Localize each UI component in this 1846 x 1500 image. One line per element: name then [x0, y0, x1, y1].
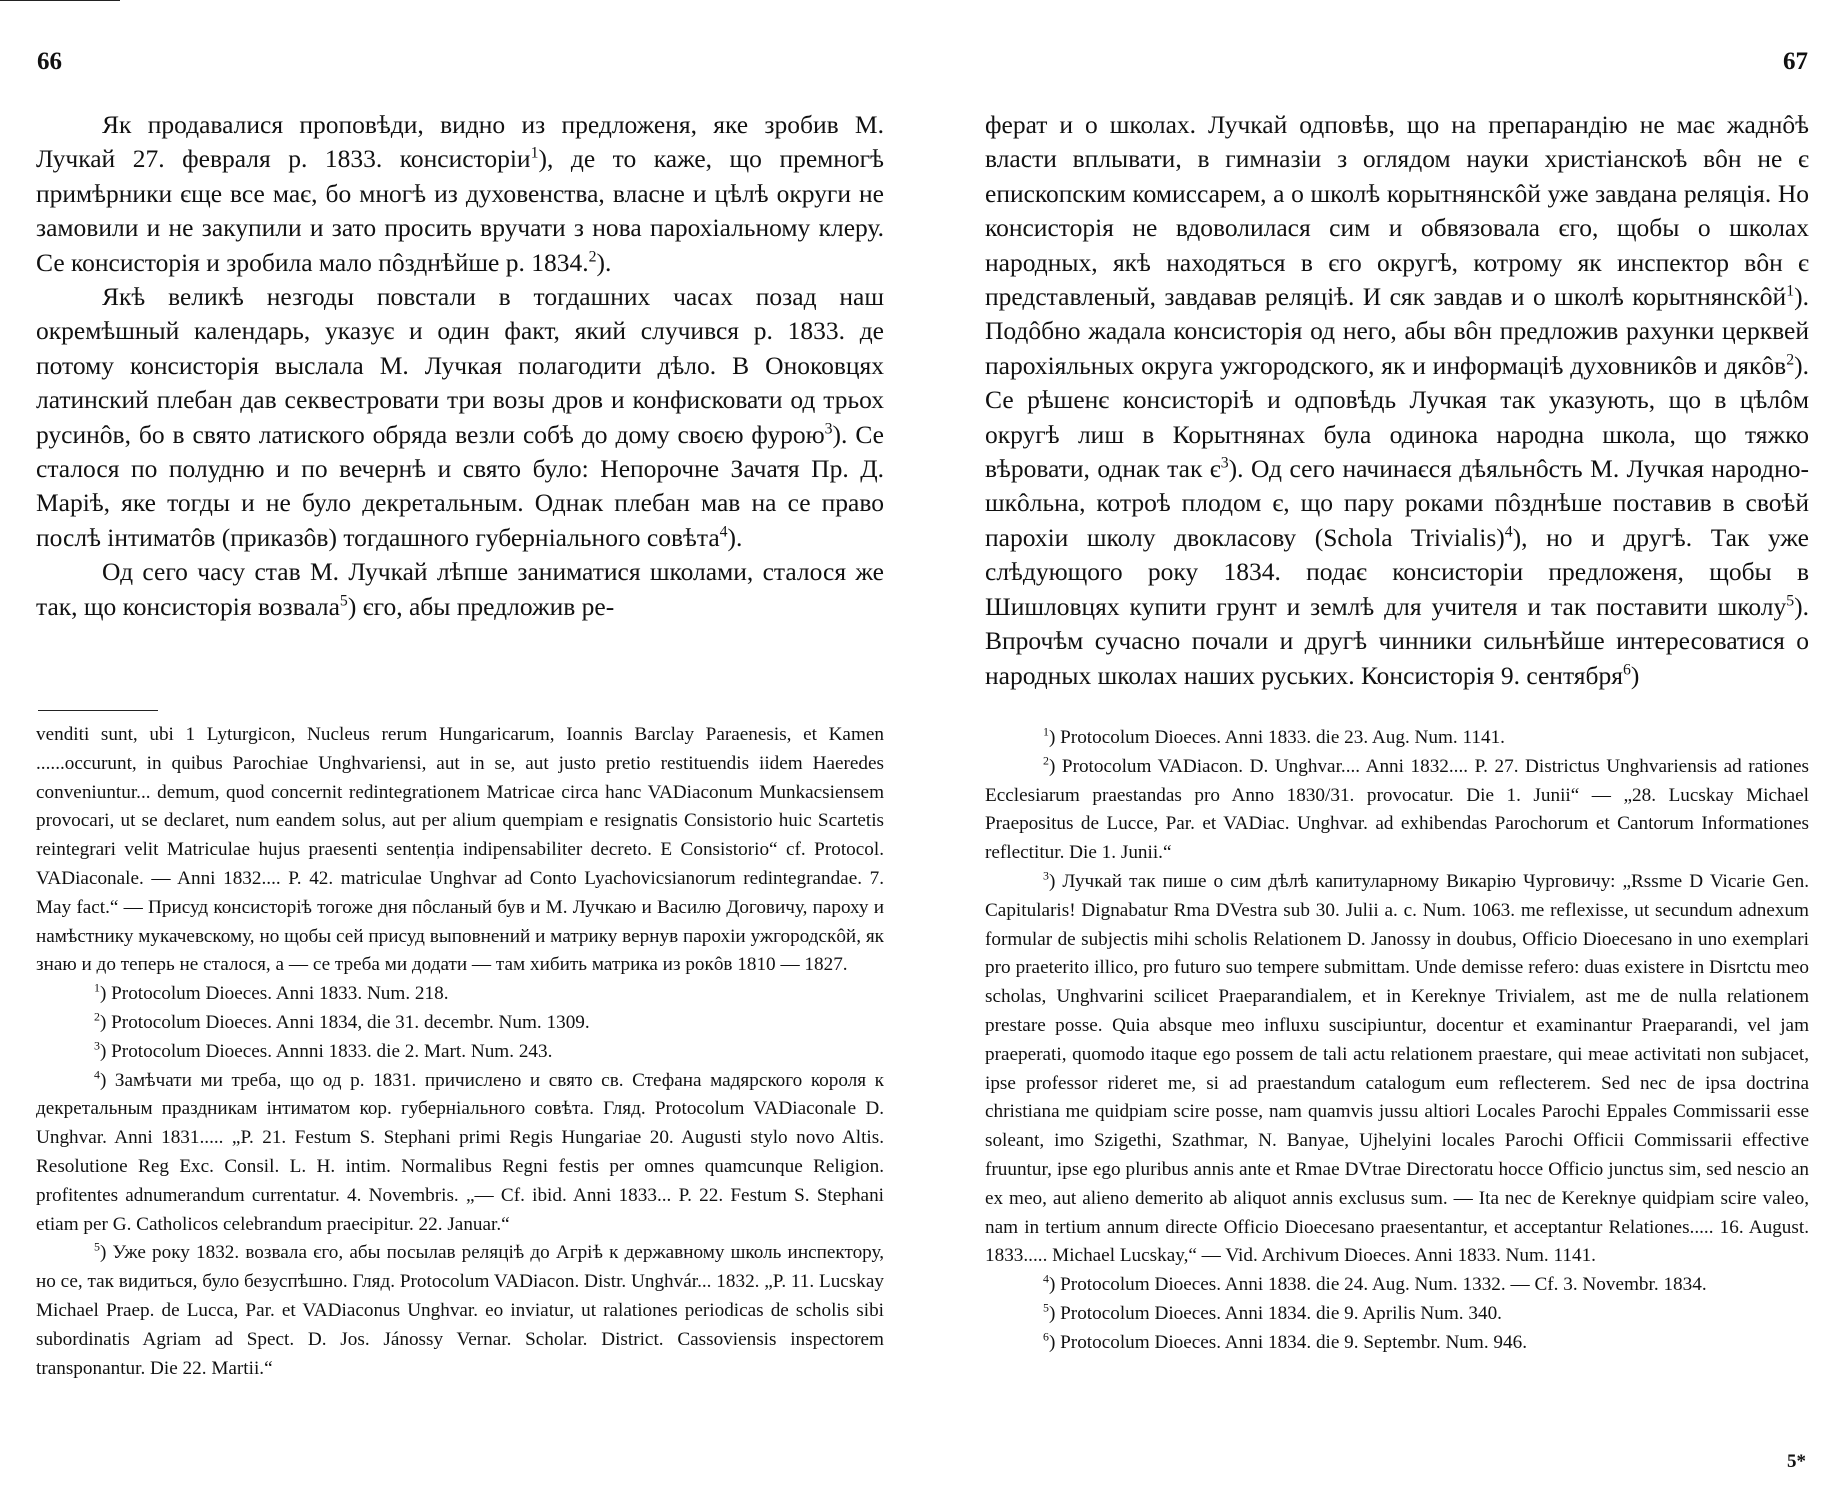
- paragraph: Од сего часу став М. Лучкай лѣпше заниматися школами, сталося же так, що консисторія возвала$^5$) єго, абы предложив ре-: [36, 557, 884, 621]
- footnote: $^3$) Лучкай так пише о сим дѣлѣ капитуларному Викарію Чурговичу: „Rssme D Vicarie Gen. Capitularis! Dignabatur Rma DVestra sub 30. Julii a. c. Num. 1063. me reflexisse, ut secundum adnexum formular de subjectis mihi scholis Relationem D. Janossy in doubus, Officio Dioecesano in uno exemplari pro praeterito illico, pro futuro suo tempere submittam. Unde demisse refero: duas existere in Disrtctu meo scholas, Unghvarini scilicet Praeparandialem, et in Kereknye Trivialem, ast me de nulla relationem prestare posse. Quia absque meo influxu suscipiuntur, docentur et examinantur Praeparandi, vel jam praeperati, quomodo itaque ego possem de tali actu relationem praestare, qui meae activitati non subjacet, ipse professor rideret me, si ad praestandum catalogum eum reflecterem. Sed nec de ipsa doctrina christiana me quidpiam scire posse, nam quamvis jussu altiori Locales Parochi Eppales Commissarii esse soleant, imo Szigethi, Szathmar, N. Banyae, Ujhelyini locales Parochi Officii Commissarii effective fruuntur, ipse ego pluribus annis ante et Rmae DVtrae Directoratu hocce Officio junctus sim, sed nescio an ex meo, aut alieno demerito ab aliquot annis exclusus sum. — Ita nec de Kereknye quidpiam scire valeo, nam in tertium annum directe Officio Dioecesano praesentantur, et acceptantur Relationes..... 16. August. 1833..... Michael Lucskay,“ — Vid. Archivum Dioeces. Anni 1833. Num. 1141.: [985, 868, 1809, 1267]
- footnote-separator: [38, 710, 158, 711]
- footnote: $^5$) Protocolum Dioeces. Anni 1834. die 9. Aprilis Num. 340.: [1043, 1300, 1502, 1324]
- body-text: [36, 108, 884, 624]
- footnote: $^5$) Уже року 1832. возвала єго, абы посылав реляцiѣ до Агріѣ к державному школь инспектору, но се, так видиться, було безуспѣшно. Гляд. Protocolum VADiacon. Distr. Unghvár... 1832. „P. 11. Lucskay Michael Praep. de Lucca, Par. et VADiaconus Unghvar. eo inviatur, ut ralationes periodicas de scholis sibi subordinatis Agriam ad Spect. D. Jos. Jánossy Vernar. Scholar. District. Cassoviensis inspectorem transponantur. Die 22. Martii.“: [36, 1239, 884, 1379]
- paragraph: ферат и о школах. Лучкай одповѣв, що на препарандію не має жаднôѣ власти вплывати, в гимназіи з оглядом науки христіанскоѣ вôн не є епископским комиссарем, а о школѣ корытнянскôй уже завдана реляція. Но консисторія не вдоволилася сим и обвязовала єго, щобы о школах народных, якѣ находяться в єго округѣ, котрому як инспектор вôн є представленый, завдавав реляціѣ. И сяк завдав и о школѣ корытнянскôй$^1$). Подôбно жадала консисторія од него, абы вôн предложив рахунки церквей парохіяльных округа ужгородского, як и информаціѣ духовникôв и дякôв$^2$). Се рѣшенє консисторіѣ и одповѣдь Лучкая так указують, що в цѣлôм округѣ лиш в Корытнянах була одинока народна школа, що тяжко вѣровати, однак так $є^3$). Од сего начинаєся дѣяльнôсть М. Лучкая народно-шкôльна, котроѣ плодом є, що пару роками пôзднѣше поставив в своѣй парохіи школу двокласову (Schola Trivialis)$^4$), но и другѣ. Так уже слѣдующого року 1834. подає консисторіи предложеня, щобы в Шишловцях купити грунт и землѣ для учителя и так поставити школу$^5$). Впрочѣм сучасно почали и другѣ чинники сильнѣйше интересоватися о народных школах наших руських. Консисторія 9. сентября$^6$): [985, 110, 1809, 690]
- right-page: [923, 0, 1846, 1500]
- footnote: $^4$) Замѣчати ми треба, що од р. 1831. причислено и свято св. Стефана мадярского короля к декретальным праздникам інтиматом кор. губерніального совѣта. Гляд. Protocolum VADiaconale D. Unghvar. Anni 1831..... „P. 21. Festum S. Stephani primi Regis Hungariae 20. Augusti stylo novo Altis. Resolutione Reg Exc. Consil. L. H. intim. Normalibus Regni festis per omnes quamcunque Religion. profitentes adnumerandum currentatur. 4. Novembris. „— Cf. ibid. Anni 1833... P. 22. Festum S. Stephani etiam per G. Catholicos celebrandum praecipitur. 22. Januar.“: [36, 1067, 884, 1235]
- page-number: 67: [1783, 48, 1808, 75]
- footnote-continuation: venditi sunt, ubi 1 Lyturgicon, Nucleus rerum Hungaricarum, Ioannis Barclay Paraenesis, et Kamen ......occurunt, in quibus Parochiae Unghvariensi, aut in se, aut justo pretio restituendis iidem Haeredes conveniuntur... demum, quod concernit redintegrationem Matricae circa hanc VADiaconum Munkacsiensem provocari, ut se declaret, num eandem solus, aut per alium quempiam e resignatis Consistorio huic Scartetis reintegrari velit Matriculae hujus praesenti sentenția indipensabiliter decreto. E Consistorio“ cf. Protocol. VADiaconale. — Anni 1832.... P. 42. matriculae Unghvar ad Conto Lyachovicsianorum redintegrandae. 7. May fact.“ — Присуд консисторіѣ тогоже дня пôсланый був и М. Лучкаю и Василю Договичу, пароху и намѣстнику мукачевскому, но щобы сей присуд выповнений и матрику вернув парохіи ужгородскôй, як знаю и до теперь не сталося, а — се треба ми додати — там хибить матрика из рокôв 1810 — 1827.: [36, 724, 884, 976]
- footnote: $^4$) Protocolum Dioeces. Anni 1838. die 24. Aug. Num. 1332. — Cf. 3. Novembr. 1834.: [1043, 1271, 1707, 1296]
- signature-mark: 5*: [1787, 1451, 1806, 1472]
- footnotes: [985, 724, 1809, 1358]
- footnotes: [36, 721, 884, 1383]
- footnote: $^1$) Protocolum Dioeces. Anni 1833. die 23. Aug. Num. 1141.: [1043, 724, 1505, 748]
- footnote: $^1$) Protocolum Dioeces. Anni 1833. Num. 218.: [94, 980, 449, 1005]
- footnote: $^6$) Protocolum Dioeces. Anni 1834. die 9. Septembr. Num. 946.: [1043, 1329, 1527, 1353]
- page-number: 66: [37, 48, 62, 75]
- footnote: $^2$) Protocolum Dioeces. Anni 1834, die 31. decembr. Num. 1309.: [94, 1009, 590, 1033]
- paragraph: Як продавалися проповѣди, видно из предложеня, яке зробив М. Лучкай 27. февраля р. 1833. консисторіи$^1$), де то каже, що премногѣ примѣрники єще все має, бо многѣ из духовенства, власне и цѣлѣ округи не замовили и не закупили и зато просить вручати з нова парохіальному клеру. Се консисторія и зробила мало пôзднѣйше р. 1834.$^2$).: [36, 110, 884, 277]
- footnote: $^2$) Protocolum VADiacon. D. Unghvar.... Anni 1832.... P. 27. Districtus Unghvariensis ad rationes Ecclesiarum praestandas pro Anno 1830/31. provocatur. Die 1. Junii“ — „28. Lucskay Michael Praepositus de Lucce, Par. et VADiac. Unghvar. ad exhibendas Parochorum et Cantorum Informationes reflectitur. Die 1. Junii.“: [985, 753, 1809, 864]
- footnote-separator-right: [0, 0, 120, 1]
- body-text: [985, 108, 1809, 693]
- footnote: $^3$) Protocolum Dioeces. Annni 1833. die 2. Mart. Num. 243.: [94, 1038, 553, 1062]
- paragraph: Якѣ великѣ незгоды повстали в тогдашних часах позад наш окремѣшный календарь, указує и один факт, який случився р. 1833. де потому консисторія выслала М. Лучкая полагодити дѣло. В Оноковцях латинский плебан дав секвестровати три возы дров и конфисковати од трьох русинôв, бо в свято латиского обряда везли собѣ до дому своєю фурою$^3$). Се сталося по полудню и по вечернѣ и свято було: Непорочне Зачатя Пр. Д. Маріѣ, яке тогды и не було декретальным. Однак плебан мав на се право послѣ інтиматôв (приказôв) тогдашного губерніального совѣта$^4$).: [36, 282, 884, 552]
